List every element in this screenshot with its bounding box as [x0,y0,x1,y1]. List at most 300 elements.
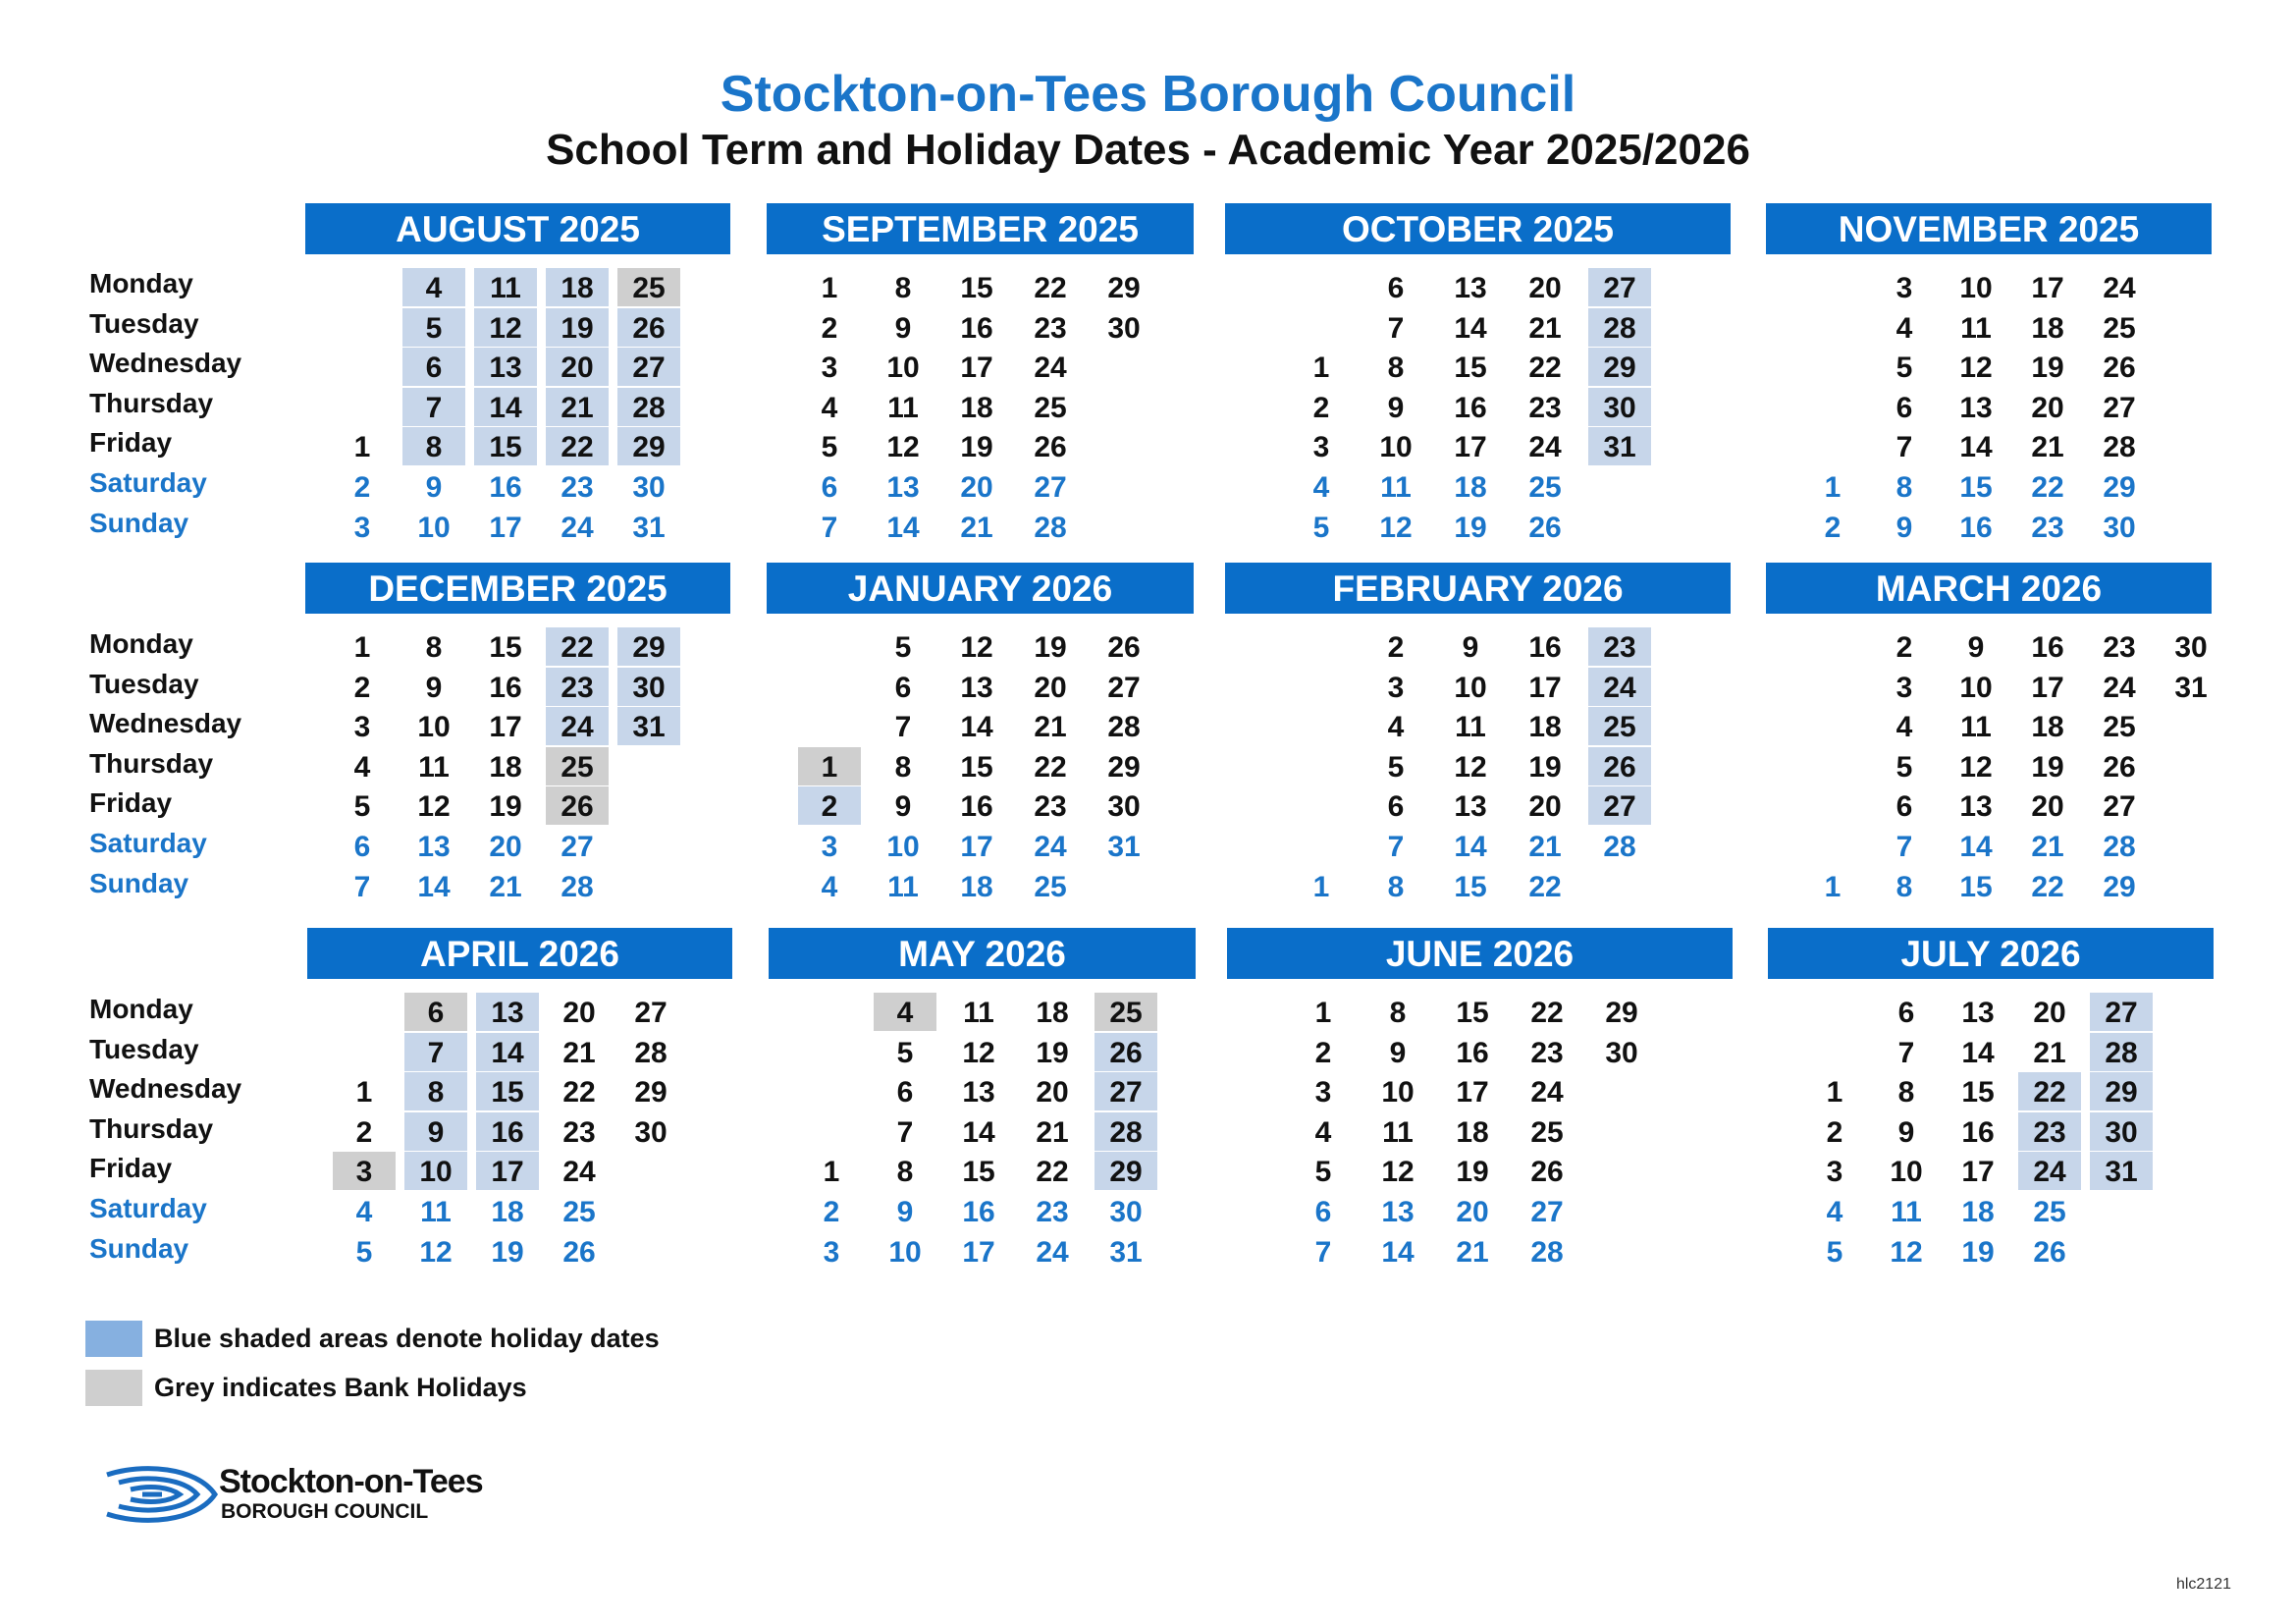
month-title: FEBRUARY 2026 [1225,563,1731,614]
day-label-tuesday: Tuesday [89,307,199,339]
day-cell: 30 [2103,511,2136,544]
day-cell: 7 [1387,311,1405,345]
day-cell: 24 [1528,431,1562,464]
day-cell: 30 [1605,1036,1638,1069]
day-cell: 7 [1896,431,1913,464]
day-cell: 7 [1897,1036,1915,1069]
day-cell: 6 [894,671,912,704]
day-cell: 21 [489,870,522,903]
day-cell: 19 [1034,631,1067,664]
day-cell: 26 [1528,511,1562,544]
day-cell: 22 [1034,272,1067,304]
day-cell: 29 [617,427,680,465]
day-cell: 9 [1462,631,1479,664]
day-cell: 20 [960,471,993,504]
ripple-logo-icon [103,1463,219,1526]
day-cell: 18 [1454,471,1487,504]
day-cell: 16 [1959,511,1993,544]
day-cell: 7 [1387,831,1405,863]
day-cell: 12 [962,1036,995,1069]
day-cell: 8 [894,272,912,304]
day-cell: 29 [1107,750,1141,784]
day-cell: 13 [476,993,539,1031]
day-cell: 15 [1454,870,1487,903]
day-cell: 2 [1312,391,1330,424]
day-cell: 28 [634,1036,667,1069]
day-cell: 25 [2103,711,2136,744]
day-cell: 5 [821,431,838,464]
day-cell: 22 [1528,352,1562,385]
day-cell: 19 [2031,352,2064,385]
day-cell: 5 [1826,1235,1843,1269]
legend-bank-text: Grey indicates Bank Holidays [154,1373,527,1402]
day-cell: 19 [1961,1235,1995,1269]
day-cell: 9 [894,311,912,345]
day-cell: 5 [1896,750,1913,784]
day-cell: 3 [1314,1076,1332,1110]
day-cell: 21 [1528,831,1562,863]
day-cell: 27 [1530,1196,1564,1228]
day-cell: 2 [1824,511,1842,544]
day-cell: 4 [874,993,936,1031]
day-cell: 13 [1959,790,1993,824]
document-code: hlc2121 [2175,1576,2231,1593]
day-cell: 2 [355,1115,373,1149]
day-cell: 13 [1961,997,1995,1029]
day-cell: 1 [1824,471,1842,504]
day-cell: 18 [1528,711,1562,744]
day-cell: 1 [823,1156,840,1189]
day-cell: 7 [353,870,371,903]
day-cell: 25 [1588,707,1651,745]
day-cell: 15 [1959,471,1993,504]
day-cell: 4 [1387,711,1405,744]
day-cell: 9 [425,671,443,704]
day-cell: 25 [562,1196,596,1228]
day-cell: 6 [1896,790,1913,824]
day-cell: 30 [634,1115,667,1149]
day-label-wednesday: Wednesday [89,1073,242,1105]
day-cell: 4 [402,268,465,306]
day-cell: 11 [963,997,994,1029]
day-cell: 9 [894,790,912,824]
day-cell: 20 [1456,1196,1489,1228]
day-label-saturday: Saturday [89,1193,207,1223]
day-label-monday: Monday [89,628,193,659]
day-cell: 27 [1034,471,1067,504]
day-cell: 26 [2103,750,2136,784]
day-cell: 9 [1896,511,1913,544]
day-cell: 10 [886,352,920,385]
day-cell: 20 [2031,391,2064,424]
day-cell: 26 [1095,1033,1157,1071]
day-cell: 18 [1456,1115,1489,1149]
day-cell: 4 [355,1196,373,1228]
day-cell: 24 [546,707,609,745]
day-cell: 7 [1314,1235,1332,1269]
day-cell: 21 [960,511,993,544]
day-cell: 5 [1387,750,1405,784]
day-cell: 18 [1961,1196,1995,1228]
day-cell: 9 [1967,631,1985,664]
day-cell: 27 [1107,671,1141,704]
council-title: Stockton-on-Tees Borough Council [720,66,1576,123]
day-cell: 9 [1389,1036,1407,1069]
day-cell: 16 [1454,391,1487,424]
day-cell: 16 [489,671,522,704]
day-cell: 16 [962,1196,995,1228]
day-cell: 14 [1961,1036,1995,1069]
day-cell: 24 [562,1156,596,1189]
day-cell: 20 [1528,790,1562,824]
day-cell: 24 [1036,1235,1069,1269]
day-cell: 15 [1961,1076,1995,1110]
day-cell: 19 [1036,1036,1069,1069]
day-cell: 18 [546,268,609,306]
day-cell: 5 [353,790,371,824]
day-cell: 7 [404,1033,467,1071]
day-cell: 2 [1314,1036,1332,1069]
day-cell: 28 [1588,308,1651,347]
day-cell: 6 [896,1076,914,1110]
day-cell: 21 [1036,1115,1069,1149]
day-cell: 12 [1959,352,1993,385]
day-cell: 31 [1588,427,1651,465]
day-cell: 3 [353,711,371,744]
day-label-thursday: Thursday [89,747,214,779]
day-label-tuesday: Tuesday [89,668,199,699]
day-cell: 22 [1034,750,1067,784]
day-cell: 27 [617,348,680,386]
day-cell: 15 [1456,997,1489,1029]
day-cell: 1 [353,431,371,464]
day-cell: 13 [960,671,993,704]
day-cell: 21 [546,388,609,426]
day-cell: 26 [1588,747,1651,785]
day-label-tuesday: Tuesday [89,1033,199,1064]
day-cell: 19 [489,790,522,824]
day-cell: 15 [962,1156,995,1189]
day-cell: 11 [1380,471,1412,504]
day-cell: 23 [1528,391,1562,424]
day-cell: 3 [1896,671,1913,704]
logo-line2: BOROUGH COUNCIL [221,1500,429,1523]
day-cell: 8 [1387,870,1405,903]
day-cell: 9 [404,1112,467,1151]
day-cell: 12 [419,1235,453,1269]
day-cell: 25 [1034,391,1067,424]
day-cell: 10 [417,711,451,744]
day-cell: 19 [1528,750,1562,784]
day-cell: 17 [489,711,522,744]
day-cell: 11 [1891,1196,1922,1228]
day-cell: 13 [417,831,451,863]
day-cell: 3 [821,352,838,385]
day-cell: 23 [2018,1112,2081,1151]
day-cell: 20 [546,348,609,386]
day-cell: 8 [1897,1076,1915,1110]
day-cell: 19 [960,431,993,464]
month-title: SEPTEMBER 2025 [767,203,1194,254]
day-cell: 27 [2090,993,2153,1031]
day-cell: 27 [1588,268,1651,306]
day-cell: 10 [1381,1076,1415,1110]
day-cell: 31 [632,511,666,544]
day-cell: 5 [894,631,912,664]
day-cell: 16 [476,1112,539,1151]
day-cell: 11 [420,1196,452,1228]
day-cell: 14 [476,1033,539,1071]
day-cell: 17 [2031,671,2064,704]
day-cell: 26 [2103,352,2136,385]
day-cell: 5 [896,1036,914,1069]
day-cell: 1 [353,631,371,664]
day-label-monday: Monday [89,994,193,1024]
day-cell: 30 [617,668,680,706]
day-cell: 10 [404,1152,467,1190]
day-cell: 4 [821,870,838,903]
day-cell: 23 [1530,1036,1564,1069]
day-cell: 17 [962,1235,995,1269]
day-cell: 1 [798,747,861,785]
day-cell: 24 [1588,668,1651,706]
day-label-saturday: Saturday [89,467,207,498]
day-cell: 8 [425,631,443,664]
day-cell: 3 [1387,671,1405,704]
day-cell: 27 [1588,786,1651,825]
day-cell: 18 [2031,711,2064,744]
day-cell: 24 [2018,1152,2081,1190]
day-cell: 24 [1034,831,1067,863]
day-cell: 14 [886,511,920,544]
day-cell: 8 [1389,997,1407,1029]
day-cell: 11 [474,268,537,306]
day-cell: 28 [1603,831,1636,863]
day-cell: 21 [1034,711,1067,744]
day-cell: 28 [617,388,680,426]
day-cell: 15 [476,1072,539,1110]
day-cell: 22 [2031,870,2064,903]
day-cell: 1 [1312,870,1330,903]
day-cell: 11 [1382,1115,1414,1149]
day-cell: 5 [1312,511,1330,544]
day-cell: 26 [1530,1156,1564,1189]
day-cell: 25 [1528,471,1562,504]
day-label-saturday: Saturday [89,828,207,858]
day-cell: 16 [960,311,993,345]
day-cell: 29 [1107,272,1141,304]
day-cell: 20 [2031,790,2064,824]
day-cell: 21 [2033,1036,2066,1069]
day-cell: 5 [1314,1156,1332,1189]
day-cell: 17 [960,352,993,385]
day-cell: 11 [887,870,919,903]
month-title: DECEMBER 2025 [305,563,730,614]
day-cell: 1 [1826,1076,1843,1110]
day-cell: 30 [1107,790,1141,824]
day-cell: 14 [1381,1235,1415,1269]
day-cell: 18 [960,870,993,903]
day-cell: 23 [2103,631,2136,664]
day-cell: 6 [1387,790,1405,824]
day-cell: 1 [355,1076,373,1110]
day-cell: 12 [474,308,537,347]
day-cell: 16 [1456,1036,1489,1069]
day-cell: 6 [1387,272,1405,304]
day-cell: 18 [489,750,522,784]
day-cell: 1 [821,272,838,304]
day-label-sunday: Sunday [89,1232,189,1264]
day-cell: 22 [1530,997,1564,1029]
day-cell: 20 [2033,997,2066,1029]
month-title: JUNE 2026 [1227,928,1733,979]
day-cell: 29 [2090,1072,2153,1110]
day-cell: 7 [1896,831,1913,863]
day-cell: 31 [1109,1235,1143,1269]
day-cell: 28 [1107,711,1141,744]
day-cell: 23 [1036,1196,1069,1228]
day-cell: 3 [333,1152,396,1190]
day-cell: 31 [617,707,680,745]
day-label-thursday: Thursday [89,1112,214,1144]
day-cell: 27 [1095,1072,1157,1110]
day-cell: 12 [1379,511,1413,544]
day-cell: 21 [1528,311,1562,345]
day-cell: 10 [417,511,451,544]
day-cell: 26 [617,308,680,347]
day-cell: 29 [2103,870,2136,903]
day-cell: 28 [1530,1235,1564,1269]
day-cell: 17 [1528,671,1562,704]
day-cell: 2 [1896,631,1913,664]
day-label-wednesday: Wednesday [89,708,242,739]
day-cell: 12 [1890,1235,1923,1269]
day-cell: 24 [2103,671,2136,704]
day-cell: 5 [402,308,465,347]
day-cell: 13 [886,471,920,504]
day-cell: 22 [1528,870,1562,903]
day-cell: 12 [417,790,451,824]
day-cell: 25 [1095,993,1157,1031]
day-cell: 15 [489,631,522,664]
legend-holiday-text: Blue shaded areas denote holiday dates [154,1324,660,1353]
day-cell: 12 [1381,1156,1415,1189]
day-cell: 19 [1456,1156,1489,1189]
day-cell: 8 [402,427,465,465]
day-cell: 22 [562,1076,596,1110]
day-cell: 15 [1454,352,1487,385]
day-cell: 3 [353,511,371,544]
day-cell: 22 [2018,1072,2081,1110]
day-cell: 26 [562,1235,596,1269]
day-cell: 18 [960,391,993,424]
day-cell: 2 [821,311,838,345]
day-cell: 24 [2103,272,2136,304]
day-cell: 7 [402,388,465,426]
day-cell: 8 [1896,471,1913,504]
day-cell: 20 [1528,272,1562,304]
day-cell: 26 [2033,1235,2066,1269]
day-cell: 9 [1387,391,1405,424]
day-cell: 2 [798,786,861,825]
day-cell: 1 [1824,870,1842,903]
day-cell: 1 [1314,997,1332,1029]
day-cell: 26 [1034,431,1067,464]
day-cell: 12 [960,631,993,664]
month-title: MARCH 2026 [1766,563,2212,614]
day-cell: 22 [546,627,609,666]
day-cell: 14 [962,1115,995,1149]
day-cell: 25 [546,747,609,785]
day-cell: 17 [489,511,522,544]
day-cell: 29 [1605,997,1638,1029]
day-cell: 5 [355,1235,373,1269]
day-cell: 15 [474,427,537,465]
day-cell: 2 [1387,631,1405,664]
day-cell: 28 [2090,1033,2153,1071]
day-cell: 15 [960,272,993,304]
day-cell: 16 [1961,1115,1995,1149]
day-cell: 13 [1454,790,1487,824]
day-cell: 3 [821,831,838,863]
day-cell: 13 [1381,1196,1415,1228]
day-cell: 16 [2031,631,2064,664]
day-cell: 2 [353,471,371,504]
day-cell: 8 [896,1156,914,1189]
day-cell: 12 [1959,750,1993,784]
day-cell: 6 [1314,1196,1332,1228]
day-cell: 22 [546,427,609,465]
day-cell: 28 [1034,511,1067,544]
day-cell: 12 [1454,750,1487,784]
day-cell: 28 [1095,1112,1157,1151]
day-cell: 15 [960,750,993,784]
day-cell: 10 [1890,1156,1923,1189]
day-label-friday: Friday [89,1153,173,1184]
day-cell: 19 [491,1235,524,1269]
day-cell: 26 [546,786,609,825]
day-cell: 26 [1107,631,1141,664]
day-label-friday: Friday [89,787,173,819]
logo-line1: Stockton-on-Tees [219,1463,483,1500]
day-cell: 25 [2103,311,2136,345]
day-cell: 23 [1588,627,1651,666]
day-cell: 21 [2031,431,2064,464]
day-cell: 18 [1036,997,1069,1029]
day-cell: 11 [1960,711,1992,744]
day-cell: 30 [1588,388,1651,426]
day-cell: 14 [1959,831,1993,863]
day-cell: 14 [960,711,993,744]
day-cell: 17 [2031,272,2064,304]
day-cell: 10 [1959,272,1993,304]
day-cell: 27 [561,831,594,863]
day-cell: 29 [2103,471,2136,504]
day-cell: 8 [1896,870,1913,903]
day-cell: 10 [1959,671,1993,704]
day-cell: 3 [1312,431,1330,464]
day-cell: 10 [886,831,920,863]
day-cell: 6 [1897,997,1915,1029]
day-cell: 8 [1387,352,1405,385]
day-cell: 11 [887,391,919,424]
day-cell: 16 [960,790,993,824]
day-cell: 23 [546,668,609,706]
day-label-monday: Monday [89,268,193,298]
day-cell: 4 [1896,311,1913,345]
day-cell: 10 [1379,431,1413,464]
day-cell: 24 [1530,1076,1564,1110]
